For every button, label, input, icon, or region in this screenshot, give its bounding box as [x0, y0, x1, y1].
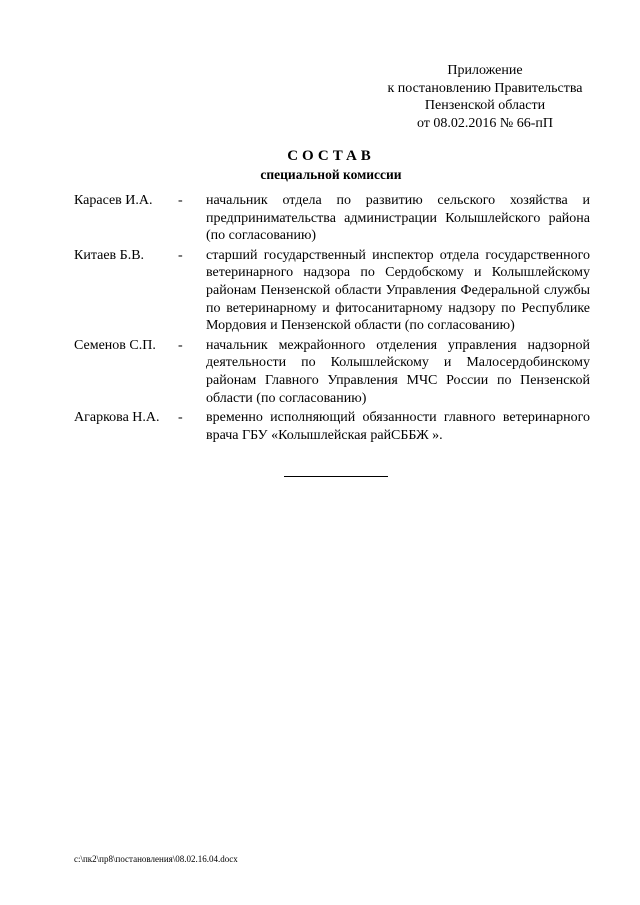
- member-row: [74, 337, 590, 407]
- member-role: начальник отдела по развитию сельского хозяйства и предпринимательства администрации Колышлейского района (по согласованию): [206, 193, 590, 244]
- member-name: Китаев Б.В.: [74, 247, 145, 263]
- document-subtitle: специальной комиссии: [260, 167, 402, 182]
- member-name: Агаркова Н.А.: [74, 410, 160, 426]
- member-row: [74, 247, 590, 335]
- closing-divider: [284, 476, 388, 477]
- member-role: начальник межрайонного отделения управления надзорной деятельности по Колышлейскому и Малосердобинскому районам Главного Управления МЧС России по Пензенской области (по согласованию): [206, 337, 590, 406]
- document-title: СОСТАВ: [287, 148, 375, 164]
- member-row: [74, 409, 590, 444]
- member-role: временно исполняющий обязанности главного ветеринарного врача ГБУ «Колышлейская райСББЖ ».: [206, 410, 590, 443]
- member-name: Карасев И.А.: [74, 193, 153, 208]
- member-row: [74, 192, 590, 245]
- appendix-line-4: от 08.02.2016 № 66-пП: [416, 115, 554, 131]
- member-dash: -: [178, 193, 183, 208]
- commission-members-list: [74, 192, 590, 446]
- footer-file-path: c:\пк2\пр8\постановления\08.02.16.04.docx: [74, 854, 238, 864]
- appendix-line-3: Пензенской области: [424, 98, 546, 113]
- member-name: Семенов С.П.: [74, 337, 156, 353]
- member-dash: -: [178, 247, 183, 263]
- member-dash: -: [178, 337, 183, 353]
- appendix-header: [360, 62, 610, 132]
- member-role: старший государственный инспектор отдела государственного ветеринарного надзора по Сердобскому и Колышлейскому районам Пензенской области Управления Федеральной службы по ветеринарному и фитосанитарному надзору по Республике Мордовия и Пензенской области (по согласованию): [206, 247, 590, 334]
- appendix-line-1: Приложение: [447, 63, 523, 78]
- member-dash: -: [178, 410, 183, 426]
- appendix-line-2: к постановлению Правительства: [387, 80, 583, 96]
